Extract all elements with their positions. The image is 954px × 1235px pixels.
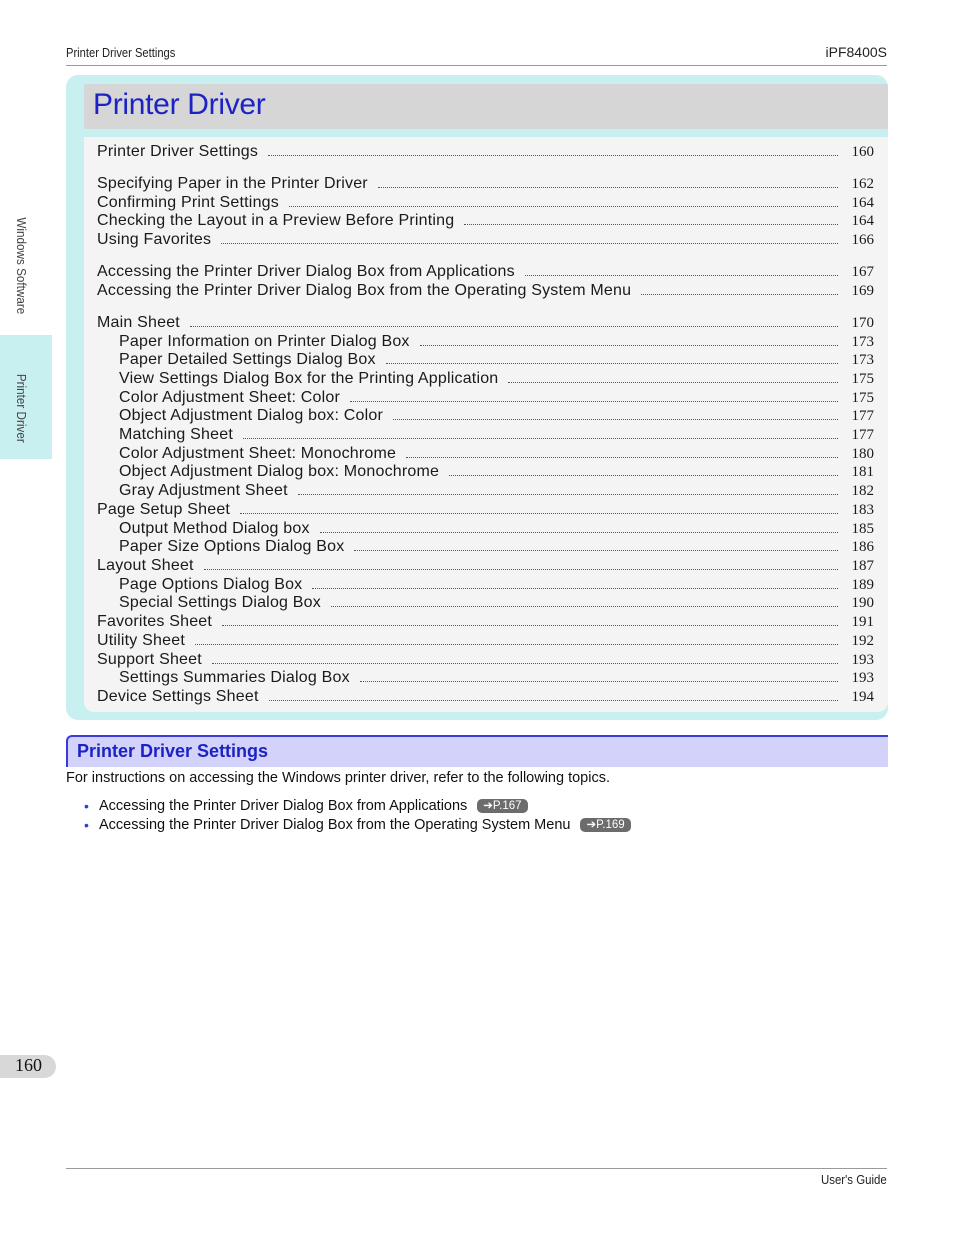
leader-dots <box>289 194 838 207</box>
toc-entry-label: Accessing the Printer Driver Dialog Box from Applications <box>97 263 515 280</box>
leader-dots <box>195 632 838 645</box>
leader-dots <box>360 669 838 682</box>
toc-entry[interactable] <box>97 314 874 332</box>
toc-entry[interactable] <box>97 613 874 631</box>
toc-entry[interactable] <box>97 175 874 193</box>
leader-dots <box>269 688 838 701</box>
toc-entry-page: 189 <box>851 577 874 593</box>
toc-entry-page: 186 <box>851 539 874 555</box>
toc-entry-page: 166 <box>851 232 874 248</box>
toc-entry-label: Page Setup Sheet <box>97 501 231 518</box>
bullet-icon: • <box>84 817 89 833</box>
toc-entry[interactable] <box>119 538 874 556</box>
leader-dots <box>464 212 838 225</box>
toc-entry[interactable] <box>119 576 874 594</box>
leader-dots <box>320 520 838 533</box>
toc-entry[interactable] <box>97 282 874 300</box>
leader-dots <box>354 538 838 551</box>
toc-entry[interactable] <box>119 482 874 500</box>
toc-entry-page: 164 <box>851 213 874 229</box>
leader-dots <box>641 282 838 295</box>
toc-entry-label: Color Adjustment Sheet: Monochrome <box>119 445 397 462</box>
leader-dots <box>212 651 838 664</box>
toc-entry-label: Object Adjustment Dialog box: Color <box>119 407 384 424</box>
toc-entry-page: 193 <box>851 652 874 668</box>
leader-dots <box>386 351 838 364</box>
toc-entry-label: Device Settings Sheet <box>97 688 259 705</box>
toc-entry-page: 187 <box>851 558 874 574</box>
toc-entry-page: 162 <box>851 176 874 192</box>
toc-entry[interactable] <box>119 407 874 425</box>
toc-entry[interactable] <box>119 333 874 351</box>
leader-dots <box>222 613 838 626</box>
toc-entry-label: Printer Driver Settings <box>97 143 259 160</box>
link-text[interactable]: Accessing the Printer Driver Dialog Box from Applications <box>99 798 468 814</box>
toc-entry-label: Accessing the Printer Driver Dialog Box from the Operating System Menu <box>97 282 632 299</box>
toc-entry-page: 192 <box>851 633 874 649</box>
toc-entry-page: 180 <box>851 446 874 462</box>
toc-entry[interactable] <box>119 594 874 612</box>
toc-entry-label: Page Options Dialog Box <box>119 576 303 593</box>
header-divider <box>66 65 887 66</box>
toc-entry-label: Utility Sheet <box>97 632 185 649</box>
toc-entry-page: 194 <box>851 689 874 705</box>
toc-entry-page: 169 <box>851 283 874 299</box>
toc-entry-page: 185 <box>851 521 874 537</box>
toc-entry[interactable] <box>119 389 874 407</box>
toc-entry[interactable] <box>97 632 874 650</box>
toc-entry-label: Output Method Dialog box <box>119 520 310 537</box>
running-header-model: iPF8400S <box>825 44 887 60</box>
toc-entry-label: Paper Size Options Dialog Box <box>119 538 345 555</box>
toc-entry-page: 177 <box>851 427 874 443</box>
leader-dots <box>268 143 838 156</box>
toc-entry-page: 167 <box>851 264 874 280</box>
toc-entry[interactable] <box>97 143 874 161</box>
side-tab-label-bottom: Printer Driver <box>14 373 29 443</box>
leader-dots <box>331 594 838 607</box>
toc-entry-page: 181 <box>851 464 874 480</box>
toc-entry-page: 175 <box>851 371 874 387</box>
leader-dots <box>420 333 838 346</box>
toc-entry[interactable] <box>97 651 874 669</box>
leader-dots <box>449 463 838 476</box>
leader-dots <box>393 407 838 420</box>
toc-entry-page: 182 <box>851 483 874 499</box>
toc-entry-label: Main Sheet <box>97 314 180 331</box>
toc-entry-page: 173 <box>851 334 874 350</box>
toc-entry-label: View Settings Dialog Box for the Printing Application <box>119 370 499 387</box>
list-item <box>84 798 528 814</box>
running-header-left: Printer Driver Settings <box>66 45 176 60</box>
leader-dots <box>378 175 838 188</box>
toc-entry[interactable] <box>119 445 874 463</box>
toc-entry-page: 183 <box>851 502 874 518</box>
leader-dots <box>240 501 838 514</box>
toc-entry-page: 175 <box>851 390 874 406</box>
footer-guide-title: User's Guide <box>821 1172 887 1187</box>
intro-paragraph: For instructions on accessing the Windows printer driver, refer to the following topics. <box>66 770 610 786</box>
toc-entry[interactable] <box>119 370 874 388</box>
leader-dots <box>508 370 838 383</box>
chapter-title: Printer Driver <box>93 88 266 121</box>
toc-entry-label: Confirming Print Settings <box>97 194 279 211</box>
toc-entry-page: 191 <box>851 614 874 630</box>
toc-entry[interactable] <box>119 463 874 481</box>
toc-entry-label: Special Settings Dialog Box <box>119 594 321 611</box>
toc-entry[interactable] <box>97 231 874 249</box>
toc-entry-label: Using Favorites <box>97 231 212 248</box>
toc-entry-page: 173 <box>851 352 874 368</box>
toc-entry[interactable] <box>97 501 874 519</box>
toc-entry[interactable] <box>97 688 874 706</box>
leader-dots <box>312 576 838 589</box>
section-title: Printer Driver Settings <box>77 741 269 761</box>
toc-entry-label: Gray Adjustment Sheet <box>119 482 288 499</box>
toc-entry-label: Color Adjustment Sheet: Color <box>119 389 341 406</box>
page-ref-link[interactable]: ➔P.169 <box>580 818 630 832</box>
list-item <box>84 817 631 833</box>
toc-entry-label: Paper Detailed Settings Dialog Box <box>119 351 376 368</box>
toc-entry-label: Paper Information on Printer Dialog Box <box>119 333 410 350</box>
footer-divider <box>66 1168 887 1169</box>
leader-dots <box>350 389 838 402</box>
toc-entry-label: Favorites Sheet <box>97 613 213 630</box>
toc-entry[interactable] <box>119 520 874 538</box>
side-tab-label-top: Windows Software <box>14 217 29 315</box>
toc-entry-label: Object Adjustment Dialog box: Monochrome <box>119 463 440 480</box>
toc-entry[interactable] <box>119 426 874 444</box>
toc-entry[interactable] <box>97 557 874 575</box>
toc-entry-label: Matching Sheet <box>119 426 233 443</box>
toc-entry[interactable] <box>119 351 874 369</box>
leader-dots <box>243 426 838 439</box>
leader-dots <box>525 263 838 276</box>
toc-entry-label: Settings Summaries Dialog Box <box>119 669 350 686</box>
leader-dots <box>406 445 838 458</box>
toc-entry-label: Layout Sheet <box>97 557 194 574</box>
toc-entry[interactable] <box>119 669 874 687</box>
page-number: 160 <box>15 1055 42 1075</box>
toc-entry-page: 170 <box>851 315 874 331</box>
toc-entry-label: Specifying Paper in the Printer Driver <box>97 175 368 192</box>
leader-dots <box>298 482 838 495</box>
toc-entry-page: 190 <box>851 595 874 611</box>
leader-dots <box>204 557 838 570</box>
toc-entry-label: Checking the Layout in a Preview Before Printing <box>97 212 455 229</box>
leader-dots <box>221 231 838 244</box>
toc-entry-page: 193 <box>851 670 874 686</box>
bullet-icon: • <box>84 798 89 814</box>
toc-entry-page: 160 <box>851 144 874 160</box>
page-ref-link[interactable]: ➔P.167 <box>477 799 527 813</box>
toc-entry[interactable] <box>97 212 874 230</box>
toc-entry-page: 177 <box>851 408 874 424</box>
toc-entry-label: Support Sheet <box>97 651 202 668</box>
link-text[interactable]: Accessing the Printer Driver Dialog Box from the Operating System Menu <box>99 817 571 833</box>
toc-entry[interactable] <box>97 263 874 281</box>
toc-entry-page: 164 <box>851 195 874 211</box>
leader-dots <box>190 314 838 327</box>
toc-entry[interactable] <box>97 194 874 212</box>
